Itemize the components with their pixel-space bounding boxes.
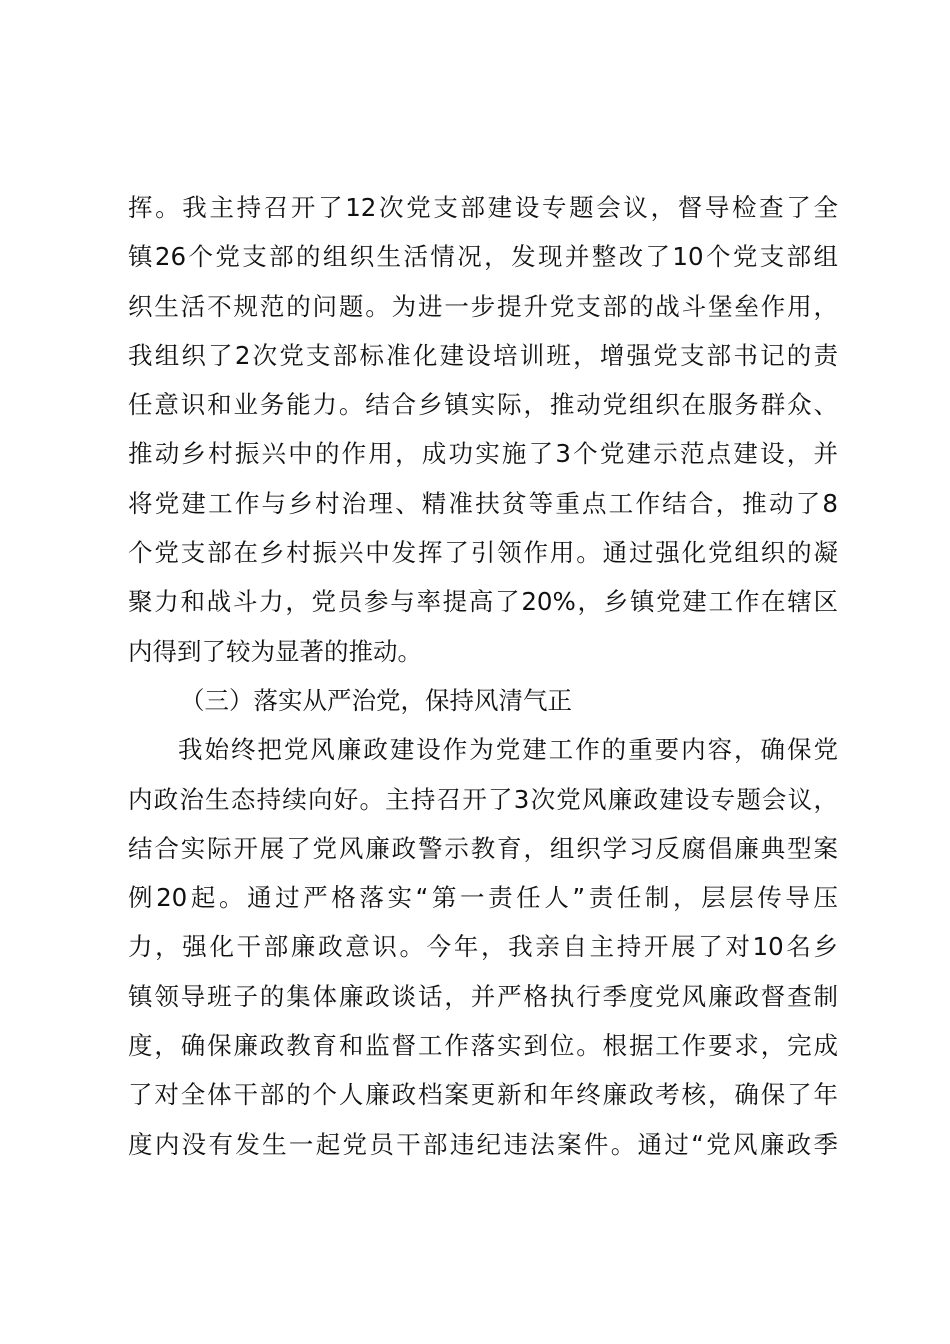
paragraph-line: 我组织了2次党支部标准化建设培训班，增强党支部书记的责: [128, 340, 838, 370]
body-text: [128, 183, 838, 1169]
paragraph-line: 度，确保廉政教育和监督工作落实到位。根据工作要求，完成: [128, 1031, 838, 1061]
paragraph-line: 聚力和战斗力，党员参与率提高了20%，乡镇党建工作在辖区: [128, 587, 838, 617]
paragraph-line: 将党建工作与乡村治理、精准扶贫等重点工作结合，推动了8: [128, 488, 838, 518]
paragraph-line: 任意识和业务能力。结合乡镇实际，推动党组织在服务群众、: [128, 390, 838, 420]
paragraph-line: 内政治生态持续向好。主持召开了3次党风廉政建设专题会议，: [128, 784, 838, 814]
paragraph-line: 了对全体干部的个人廉政档案更新和年终廉政考核，确保了年: [128, 1080, 838, 1110]
paragraph-line: 推动乡村振兴中的作用，成功实施了3个党建示范点建设，并: [128, 439, 838, 469]
paragraph-line: 镇领导班子的集体廉政谈话，并严格执行季度党风廉政督查制: [128, 981, 838, 1011]
paragraph-line: 例20起。通过严格落实“第一责任人”责任制，层层传导压: [128, 883, 838, 913]
paragraph-line: 内得到了较为显著的推动。: [128, 636, 422, 666]
paragraph-line: 结合实际开展了党风廉政警示教育，组织学习反腐倡廉典型案: [128, 833, 838, 863]
paragraph-line: 镇26个党支部的组织生活情况，发现并整改了10个党支部组: [128, 242, 838, 272]
paragraph-line: 力，强化干部廉政意识。今年，我亲自主持开展了对10名乡: [128, 932, 838, 962]
section-heading: （三）落实从严治党，保持风清气正: [180, 685, 572, 715]
paragraph-line: 我始终把党风廉政建设作为党建工作的重要内容，确保党: [178, 735, 838, 765]
paragraph-line: 织生活不规范的问题。为进一步提升党支部的战斗堡垒作用，: [128, 291, 838, 321]
paragraph-line: 个党支部在乡村振兴中发挥了引领作用。通过强化党组织的凝: [128, 538, 838, 568]
paragraph-line: 挥。我主持召开了12次党支部建设专题会议，督导检查了全: [128, 193, 838, 222]
paragraph-line: 度内没有发生一起党员干部违纪违法案件。通过“党风廉政季: [128, 1129, 838, 1159]
